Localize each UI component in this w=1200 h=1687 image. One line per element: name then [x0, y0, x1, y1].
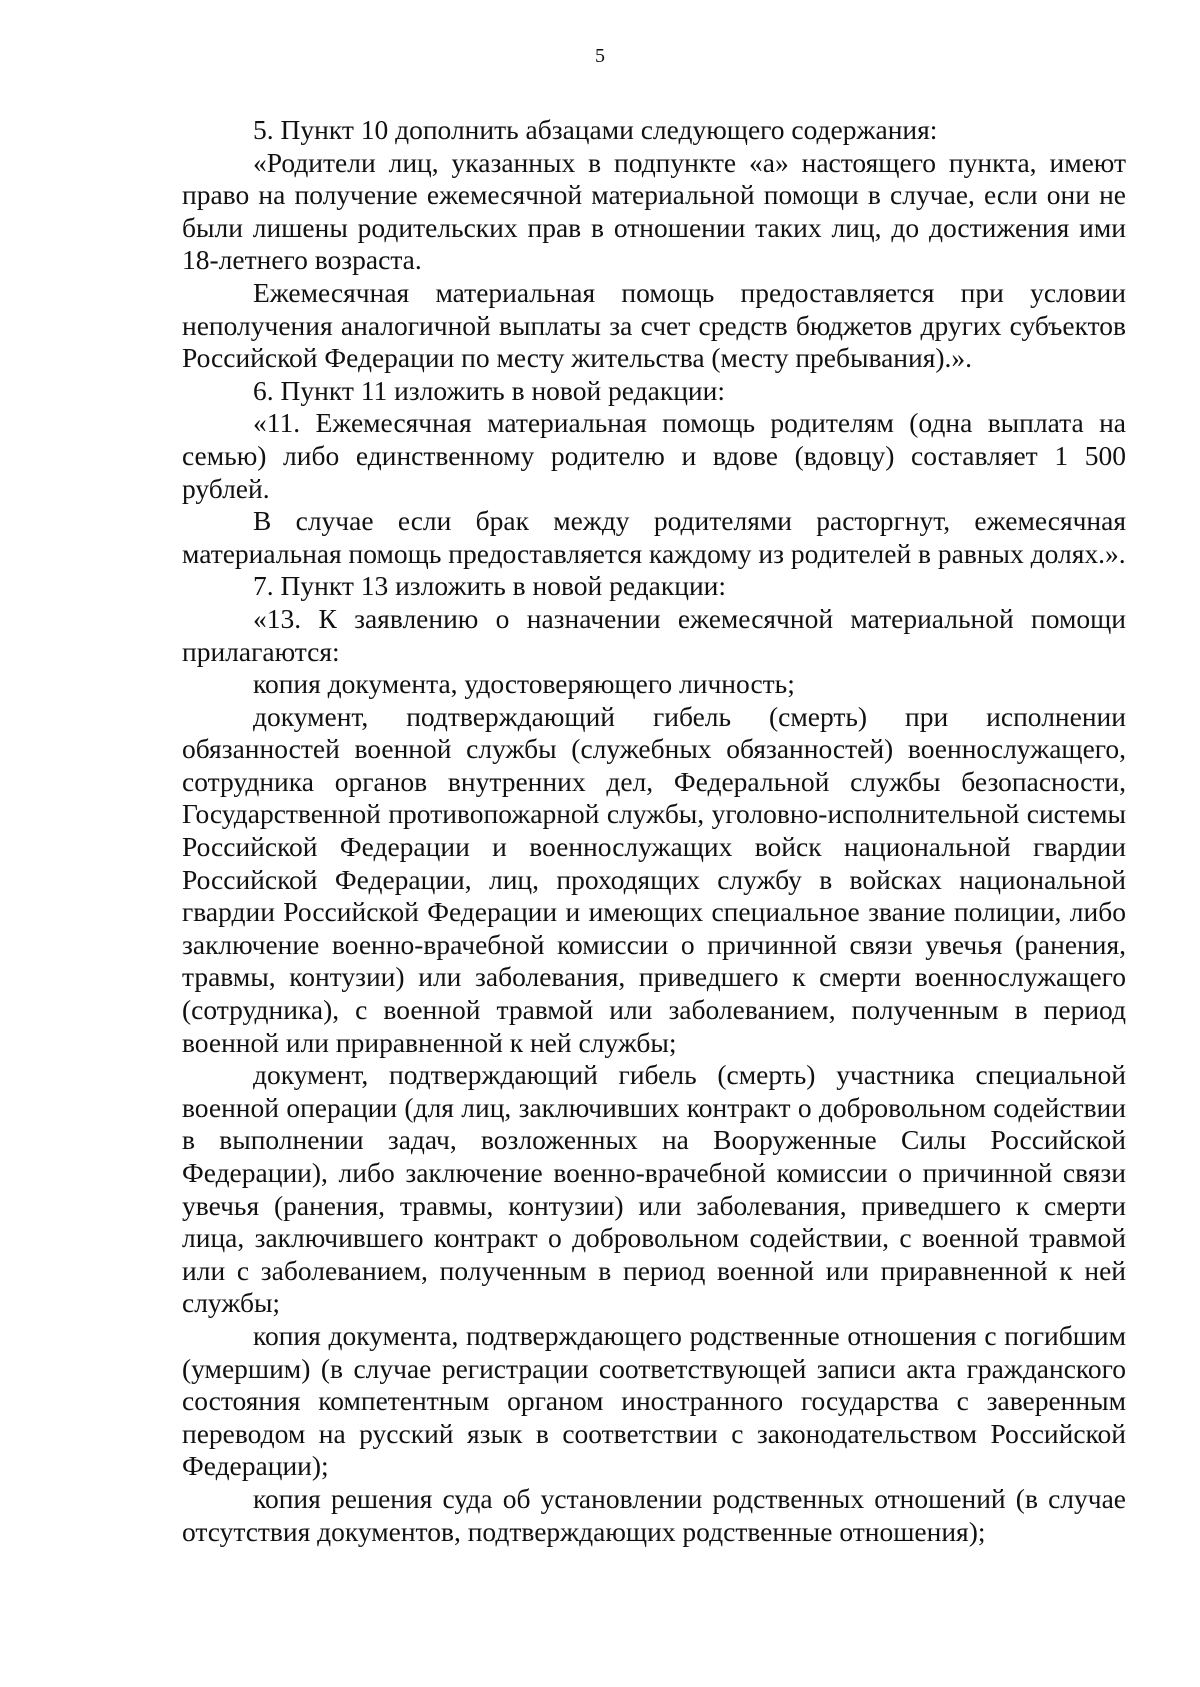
- paragraph-item-11-amount: «11. Ежемесячная материальная помощь родителям (одна выплата на семью) либо единственному родителю и вдове (вдовцу) составляет 1 500 рублей.: [182, 407, 1126, 504]
- list-item-special-operation-document: документ, подтверждающий гибель (смерть) участника специальной военной операции (для лиц, заключивших контракт о добровольном содействии в выполнении задач, возложенных на Вооруженные Силы Российской Федерации), либо заключение военно-врачебной комиссии о причинной связи увечья (ранения, травмы, контузии) или заболевания, приведшего к смерти лица, заключившего контракт о добровольном содействии, с военной травмой или с заболеванием, полученным в период военной или приравненной к ней службы;: [182, 1059, 1126, 1319]
- item-6-heading: 6. Пункт 11 изложить в новой редакции:: [253, 374, 725, 406]
- list-item-identity-copy: копия документа, удостоверяющего личность;: [253, 668, 795, 700]
- paragraph-divorce-shares: В случае если брак между родителями расторгнут, ежемесячная материальная помощь предоставляется каждому из родителей в равных долях.».: [182, 505, 1126, 569]
- item-7-heading: 7. Пункт 13 изложить в новой редакции:: [253, 570, 727, 602]
- paragraph-monthly-aid-condition: Ежемесячная материальная помощь предоставляется при условии неполучения аналогичной выплаты за счет средств бюджетов других субъектов Российской Федерации по месту жительства (месту пребывания).».: [182, 276, 1126, 374]
- item-5-heading: 5. Пункт 10 дополнить абзацами следующего содержания:: [253, 114, 938, 145]
- document-body: [182, 114, 1126, 1548]
- page-number: 5: [595, 45, 605, 67]
- list-item-kinship-copy: копия документа, подтверждающего родственные отношения с погибшим (умершим) (в случае регистрации соответствующей записи акта гражданского состояния компетентным органом иностранного государства с заверенным переводом на русский язык в соответствии с законодательством Российской Федерации);: [182, 1319, 1126, 1482]
- list-item-court-decision-copy: копия решения суда об установлении родственных отношений (в случае отсутствия документов, подтверждающих родственные отношения);: [182, 1482, 1126, 1547]
- list-item-death-document: документ, подтверждающий гибель (смерть) при исполнении обязанностей военной службы (служебных обязанностей) военнослужащего, сотрудника органов внутренних дел, Федеральной службы безопасности, Государственной противопожарной службы, уголовно-исполнительной системы Российской Федерации и военнослужащих войск национальной гвардии Российской Федерации, лиц, проходящих службу в войсках национальной гвардии Российской Федерации и имеющих специальное звание полиции, либо заключение военно-врачебной комиссии о причинной связи увечья (ранения, травмы, контузии) или заболевания, приведшего к смерти военнослужащего (сотрудника), с военной травмой или заболеванием, полученным в период военной или приравненной к ней службы;: [182, 700, 1126, 1058]
- paragraph-parents-right: «Родители лиц, указанных в подпункте «а» настоящего пункта, имеют право на получение ежемесячной материальной помощи в случае, если они не были лишены родительских прав в отношении таких лиц, до достижения ими 18-летнего возраста.: [182, 146, 1126, 276]
- paragraph-item-13-intro: «13. К заявлению о назначении ежемесячной материальной помощи прилагаются:: [182, 602, 1126, 667]
